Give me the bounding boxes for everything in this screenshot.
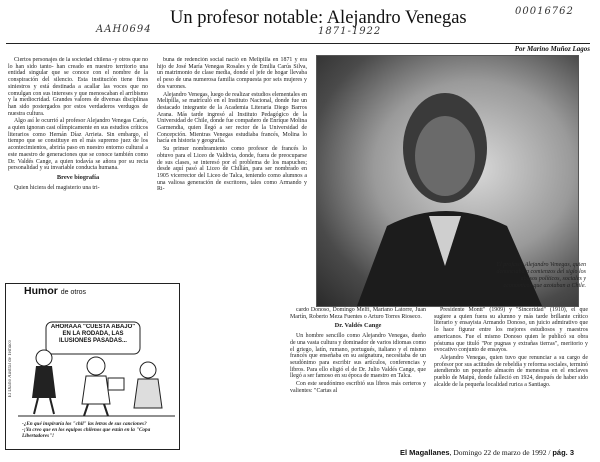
paragraph: Su primer nombramiento como profesor de francés lo obtuvo para el Liceo de Valdivia, donde, fuera de preocuparse de sus clases, se interesó por el problema de los mapuches; desde aquí pasó al Liceo de Chillán, para ser nombrado en 1905 vicerrector del Liceo de Talca, teniendo como alumnos a una valiosa generación de escritores, tales como Armando y Ri- — [157, 146, 307, 193]
archive-reference-left: AAH0694 — [96, 24, 152, 35]
cartoon-illustration — [18, 300, 175, 418]
paragraph: Alejandro Venegas, quien tuvo que renunciar a su cargo de profesor por sus actitudes de rebeldía y reforma sociales, terminó atendiendo un pequeño almacén de menestras en el enclaves pueblo de Maipú, donde falleció en 1924, después de haber sido alcalde de la pequeña localidad rurica a Santiago. — [434, 354, 588, 388]
publication-date: , Domingo 22 de marzo de 1992 / — [449, 448, 551, 457]
paragraph: Ciertos personajes de la sociedad chilena -y otros que no lo han sido tanto- han creado en nuestro territorio una entidad singular que se conoce con el nombre de la conspiración del silencio. Esta institución tiene fines siniestros y está destinada a acallar las voces que no comulgan con sus intereses y que menoscaban el arribismo y la mediocridad. Grandes valores de diversas disciplinas han sido postergados por estos verdaderos verdugos de nuestra cultura. — [8, 57, 148, 117]
article-column-4 — [434, 307, 588, 447]
humor-title — [24, 285, 86, 297]
article-column-1 — [8, 57, 148, 281]
section-heading-pseudonym: Dr. Valdés Cange — [334, 322, 382, 330]
section-heading-biography: Breve biografía — [56, 173, 100, 181]
cartoon-credit: El Diario Austral de Temuco — [8, 340, 13, 398]
paragraph: Algo así le ocurrió al profesor Alejandro Venegas Carús, a quien ignoran casi olímpicamente en sus estudios críticos literarios como Hernán Díaz Arrieta. Sin embargo, el tiempo que se constituye en el más supremo juez de los acontecimientos, abriría paso en nuestro entorno cultural a este maestro de generaciones que se conoce también como Dr. Valdés Cange, a quien todavía se añora por su recia personalidad y su invariable conducta humana. — [8, 118, 148, 172]
paragraph: Presidente Montt" (1909) y "Sinceridad" (1910), el que sugiere a quien fuera su alumno y más tarde brillante crítico literario y ensayista Armando Donoso, un juicio admirativo que lo hace figurar entre los mejores estudiosos y maestros americanos. Fue el mismo Donoso quien le publicó su obra póstuma que tituló "Por pugnas y extrañas tierras", meritorio y evocativo conjunto de ensayos. — [434, 307, 588, 354]
paragraph: Alejandro Venegas, luego de realizar estudios elementales en Melipilla, se matriculó en el Instituto Nacional, donde fue un destacado integrante de la Academia Literaria Diego Barros Arana. Más tarde ingresó al Instituto Pedagógico de la Universidad de Chile, donde fue compañero de Enrique Molina Garmendia, quien llegó a ser rector de la Universidad de Concepción. Mientras Venegas estudiaba francés, Molina lo hacía en historia y geografía. — [157, 91, 307, 145]
byline: Por Marino Muñoz Lagos — [514, 45, 590, 53]
handwritten-years: 1871-1922 — [318, 26, 382, 37]
caption-line: -¡Ya creo que en los equipos chilenos que están en la "Copa Libertadores"! — [22, 427, 151, 439]
cartoon-caption — [22, 421, 176, 439]
humor-subtitle: de otros — [60, 289, 87, 296]
article-column-2 — [157, 57, 307, 281]
photo-caption: El profesor Alejandro Venegas, quien denunciaba a comienzos del siglo los abusos políticos, sociales y económicos que azotaban a Chile. — [496, 262, 586, 289]
page-number: pág. 3 — [552, 448, 574, 457]
archive-reference-right: 00016762 — [515, 6, 574, 17]
cartoon-sign-text: AHORAAA "CUESTA ABAJO" EN LA RODADA, LAS ILUSIONES PASADAS... — [50, 324, 136, 344]
paragraph: Con este seudónimo escribió sus libros más certeros y valientes: "Cartas al — [290, 381, 426, 394]
newspaper-name: El Magallanes — [400, 448, 450, 457]
title-rule — [6, 43, 590, 44]
paragraph: buna de redención social nació en Melipilla en 1871 y era hijo de José María Venegas Rosales y de Emilia Carús Silva, un matrimonio de clase media, donde el jefe de hogar llevaba el peso de una numerosa familia compuesta por seis mujeres y dos varones. — [157, 57, 307, 90]
paragraph: cardo Donoso, Domingo Melfi, Mariano Latorre, Juan Martín, Roberto Meza Fuentes o Arturo Torres Rioseco. — [290, 307, 426, 320]
caption-line: -¿En qué inspiraría los "chil" las letras de sus canciones? — [22, 421, 147, 427]
article-title: Un profesor notable: Alejandro Venegas — [170, 8, 467, 28]
paragraph: Quien hiciera del magisterio una tri- — [14, 184, 100, 191]
page-footer — [400, 448, 574, 457]
article-column-3 — [290, 307, 426, 447]
humor-title-text: Humor — [24, 285, 58, 297]
paragraph: Un hombre sencillo como Alejandro Venegas, dueño de una vasta cultura y dominador de varios idiomas como el griego, latín, rumano, portugués, italiano y el mismo francés que enseñaba en su asignatura, necesitaba de un seudónimo para escribir sus artículos, conferencias y libros. Para ello eligió el de Dr. Julio Valdés Cange, que llegó a ser famoso en su época de maestro en Talca. — [290, 333, 426, 380]
